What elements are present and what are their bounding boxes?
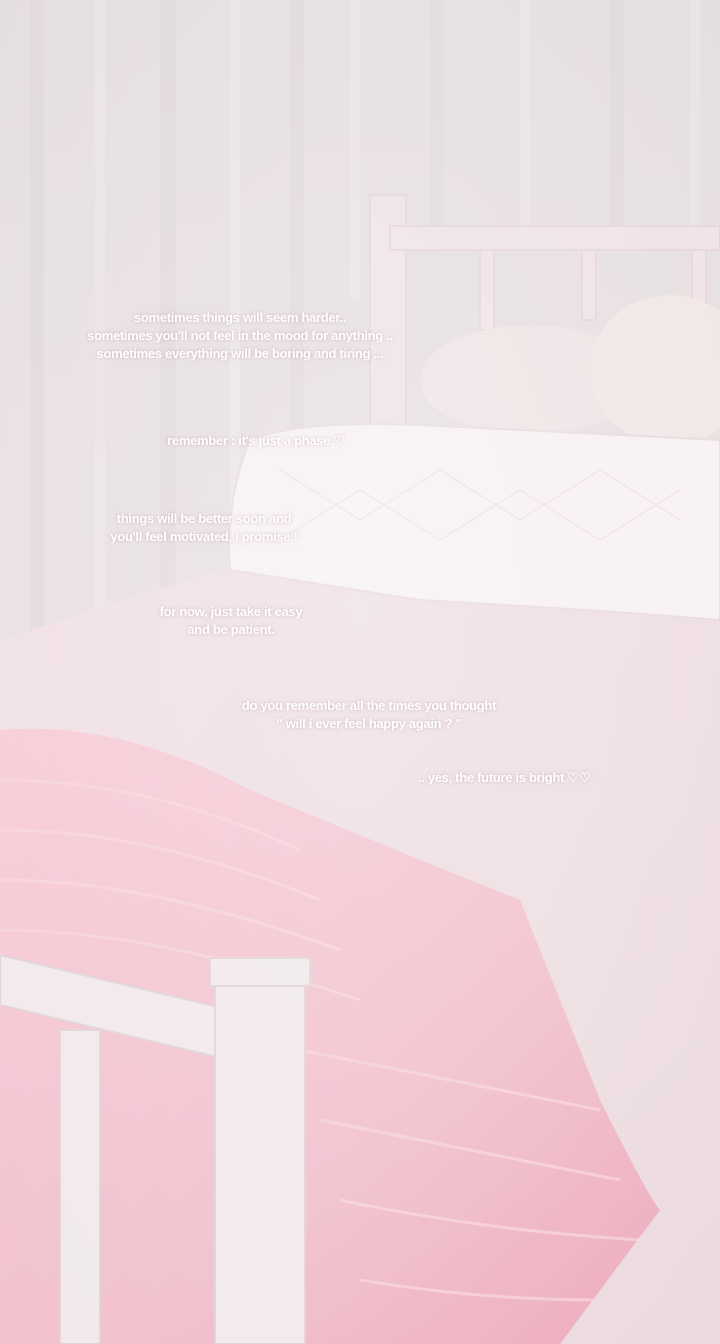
quote-block-remember-times [209, 697, 529, 733]
quote-block-hard-times [60, 309, 420, 363]
quote-line: remember : it's just a phase ♡ [167, 433, 345, 448]
quote-line: sometimes everything will be boring and tiring ... [96, 346, 384, 361]
quote-line: things will be better soon and [116, 511, 292, 526]
quote-block-phase [106, 432, 406, 450]
quote-block-take-it-easy [111, 603, 351, 639]
quote-line: and be patient. [187, 622, 275, 637]
quote-line: " will i ever feel happy again ? " [276, 716, 462, 731]
quote-block-better-soon [74, 510, 334, 546]
quote-line: sometimes you'll not feel in the mood for anything .. [87, 328, 393, 343]
quote-line: for now, just take it easy [159, 604, 303, 619]
quote-line: sometimes things will seem harder.. [133, 310, 347, 325]
quote-line: do you remember all the times you thought [241, 698, 497, 713]
quote-line: you'll feel motivated, i promise ! [110, 529, 298, 544]
quote-line: .. yes, the future is bright ♡♡ [417, 770, 591, 785]
quote-block-future-bright [384, 769, 624, 787]
